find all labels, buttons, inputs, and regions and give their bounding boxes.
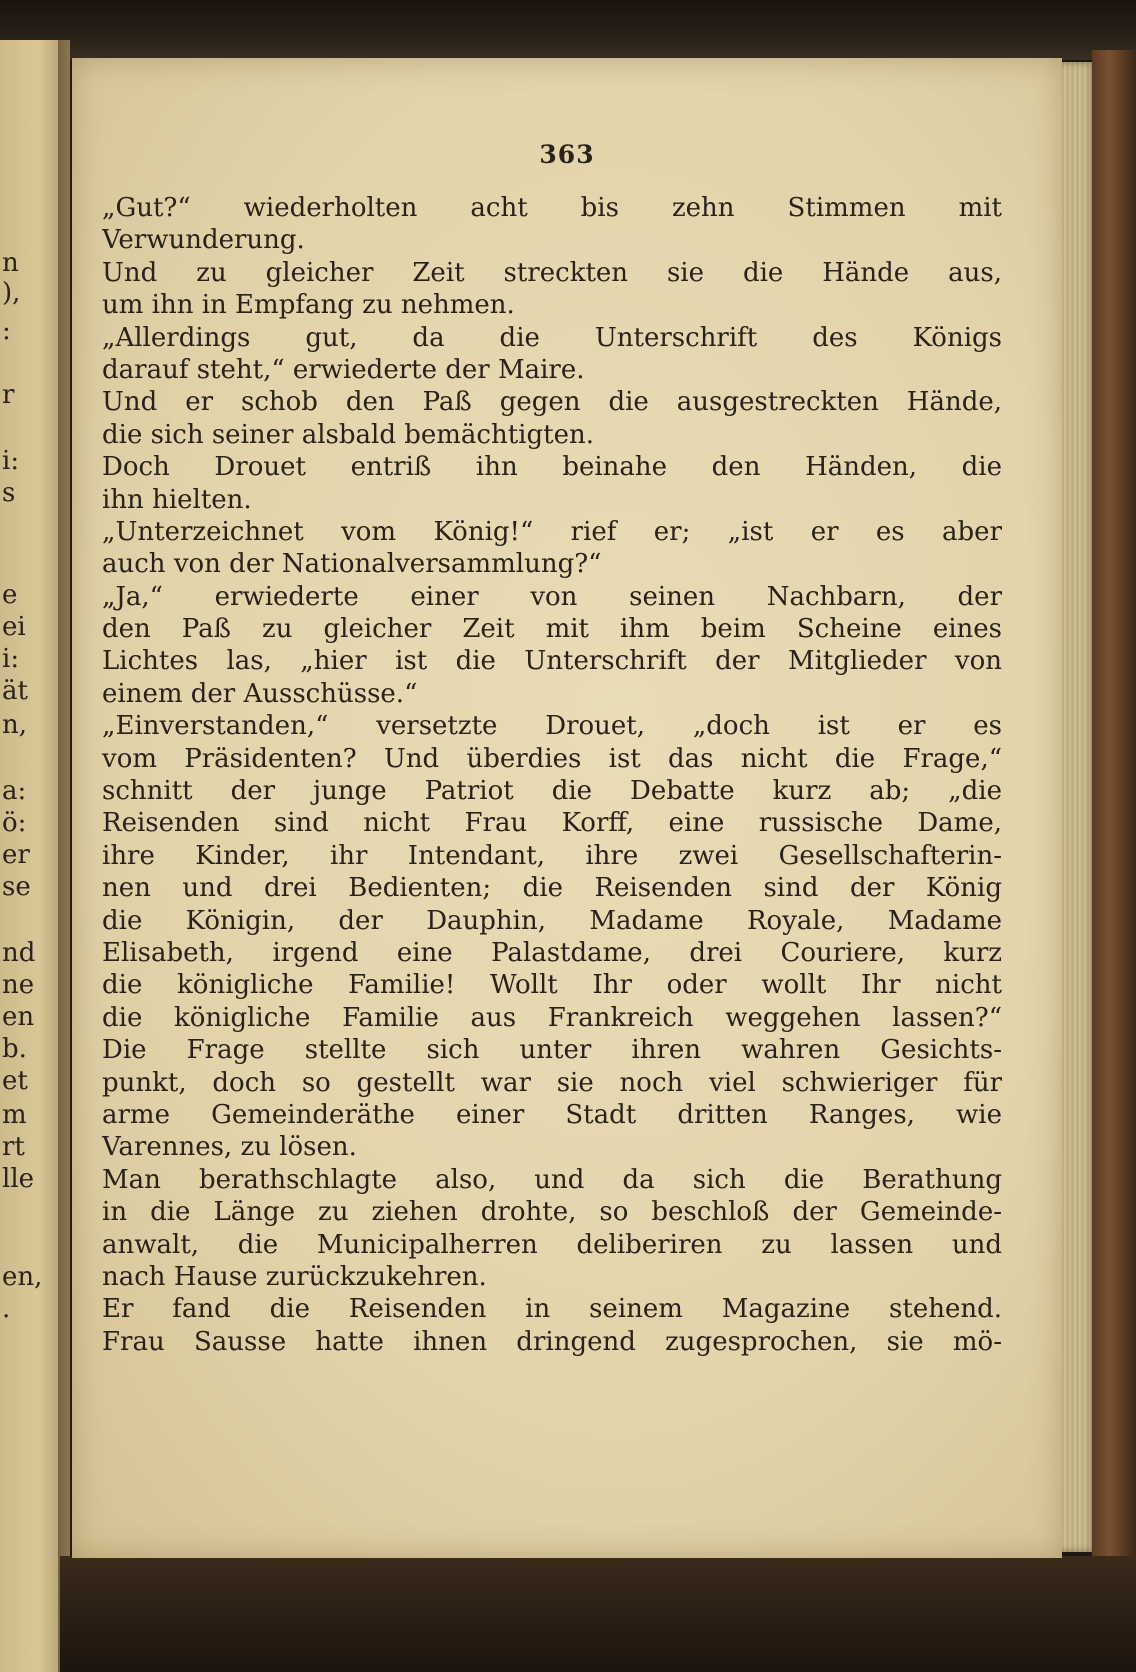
facing-page-fragment: ät	[2, 676, 28, 706]
text-line: nen und drei Bedienten; die Reisenden sind der König	[102, 873, 1002, 904]
text-line: einem der Ausschüsse.“	[102, 678, 418, 709]
facing-page-fragment: ne	[2, 970, 35, 1000]
text-line: nach Hause zurückzukehren.	[102, 1261, 487, 1292]
facing-page-fragment: a:	[2, 776, 27, 806]
text-line: die Königin, der Dauphin, Madame Royale, Madame	[102, 905, 1002, 936]
book-cover-top	[0, 0, 1136, 60]
text-line: die sich seiner alsbald bemächtigten.	[102, 419, 594, 450]
text-line: schnitt der junge Patriot die Debatte kurz ab; „die	[102, 776, 1002, 807]
book-page	[72, 58, 1062, 1558]
text-line: Reisenden sind nicht Frau Korff, eine russische Dame,	[102, 808, 1002, 839]
text-line: auch von der Nationalversammlung?“	[102, 549, 602, 580]
facing-page-fragment: en	[2, 1002, 35, 1032]
facing-page-fragment: s	[2, 478, 16, 508]
facing-page-fragment: i:	[2, 446, 20, 476]
text-line: punkt, doch so gestellt war sie noch viel schwieriger für	[102, 1067, 1002, 1098]
facing-page-fragment: n	[2, 248, 19, 278]
text-line: Doch Drouet entriß ihn beinahe den Händen, die	[102, 452, 1002, 483]
text-line: „Unterzeichnet vom König!“ rief er; „ist er es aber	[102, 516, 1002, 547]
text-line: „Gut?“ wiederholten acht bis zehn Stimmen mit	[102, 193, 1002, 223]
facing-page-fragment: r	[2, 380, 15, 410]
text-line: Und zu gleicher Zeit streckten sie die Hände aus,	[102, 257, 1002, 288]
book-cover-right	[1092, 50, 1136, 1672]
text-line: darauf steht,“ erwiederte der Maire.	[102, 354, 585, 385]
text-line: Er fand die Reisenden in seinem Magazine stehend.	[102, 1294, 1002, 1325]
facing-page-fragment: er	[2, 840, 30, 870]
text-line: Die Frage stellte sich unter ihren wahren Gesichts-	[102, 1035, 1002, 1066]
text-line: ihn hielten.	[102, 484, 252, 515]
text-line: vom Präsidenten? Und überdies ist das nicht die Frage,“	[102, 743, 1002, 774]
text-line: Und er schob den Paß gegen die ausgestreckten Hände,	[102, 387, 1002, 418]
facing-page-fragment: ö:	[2, 808, 27, 838]
text-line: „Allerdings gut, da die Unterschrift des Königs	[102, 322, 1002, 353]
text-line: ihre Kinder, ihr Intendant, ihre zwei Gesellschafterin-	[102, 840, 1002, 871]
text-line: Varennes, zu lösen.	[102, 1132, 357, 1163]
facing-page-fragment: lle	[2, 1164, 35, 1194]
page-number: 363	[539, 140, 595, 169]
text-line: Man berathschlagte also, und da sich die Berathung	[102, 1164, 1002, 1195]
facing-page-fragment: nd	[2, 938, 36, 968]
page-body-text	[102, 192, 1002, 1358]
text-line: die königliche Familie! Wollt Ihr oder wollt Ihr nicht	[102, 970, 1002, 1001]
text-line: die königliche Familie aus Frankreich weggehen lassen?“	[102, 1002, 1002, 1033]
facing-page-fragment: ),	[2, 278, 21, 308]
text-line: Verwunderung.	[102, 225, 305, 256]
facing-page-fragment: se	[2, 872, 31, 902]
facing-page-fragment: e	[2, 580, 18, 610]
facing-page-fragment: b.	[2, 1034, 27, 1064]
facing-page-fragment: m	[2, 1100, 27, 1130]
text-line: den Paß zu gleicher Zeit mit ihm beim Scheine eines	[102, 614, 1002, 645]
text-line: arme Gemeinderäthe einer Stadt dritten Ranges, wie	[102, 1099, 1002, 1130]
book-cover-bottom	[60, 1556, 1136, 1672]
facing-page-fragment: ei	[2, 612, 26, 642]
text-line: um ihn in Empfang zu nehmen.	[102, 290, 515, 321]
text-line: Elisabeth, irgend eine Palastdame, drei Couriere, kurz	[102, 937, 1002, 968]
text-line: Lichtes las, „hier ist die Unterschrift der Mitglieder von	[102, 646, 1002, 677]
text-line: „Einverstanden,“ versetzte Drouet, „doch ist er es	[102, 711, 1002, 742]
facing-page-fragment: n,	[2, 710, 28, 740]
facing-page-fragment: rt	[2, 1132, 25, 1162]
facing-page-fragment: i:	[2, 644, 20, 674]
facing-page-fragment: en,	[2, 1262, 43, 1292]
facing-page-fragment: :	[2, 316, 11, 346]
facing-page-fragment: .	[2, 1294, 11, 1324]
text-line: „Ja,“ erwiederte einer von seinen Nachbarn, der	[102, 581, 1002, 612]
text-line: Frau Sausse hatte ihnen dringend zugesprochen, sie mö-	[102, 1326, 1002, 1357]
text-line: anwalt, die Municipalherren deliberiren zu lassen und	[102, 1229, 1002, 1260]
facing-page-fragment: et	[2, 1066, 28, 1096]
text-line: in die Länge zu ziehen drohte, so beschloß der Gemeinde-	[102, 1197, 1002, 1228]
